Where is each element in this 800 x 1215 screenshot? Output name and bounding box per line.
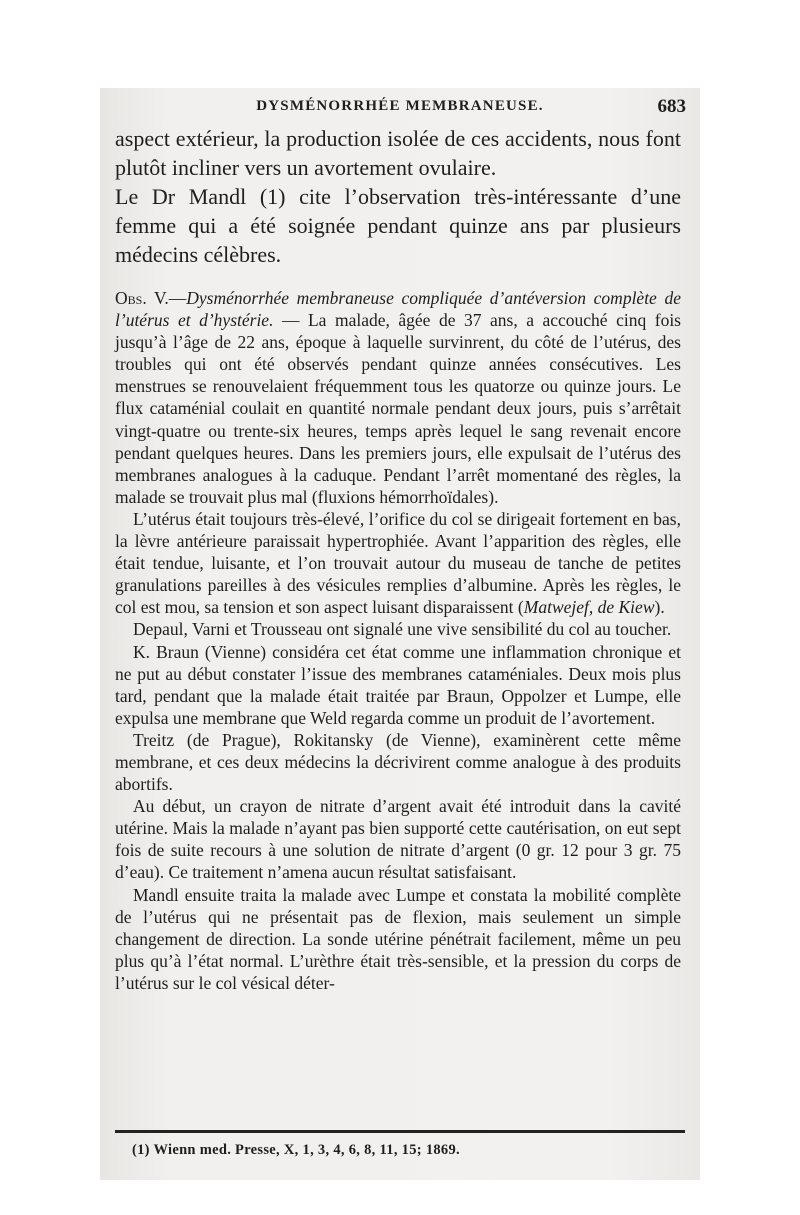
page-body bbox=[115, 124, 681, 994]
paragraph-depaul: Depaul, Varni et Trousseau ont signalé une vive sensibilité du col au toucher. bbox=[133, 619, 672, 640]
citation-matwejef: Matwejef, de Kiew bbox=[523, 597, 655, 618]
paragraph-braun: K. Braun (Vienne) considéra cet état comme une inflammation chronique et ne put au début constater l’issue des membranes cataméniales. Deux mois plus tard, pendant que la malade était traitée par Braun, Oppolzer et Lumpe, elle expulsa une membrane que Weld regarda comme un produit de l’avortement. bbox=[115, 641, 681, 728]
footnote: (1) Wienn med. Presse, X, 1, 3, 4, 6, 8, 11, 15; 1869. bbox=[132, 1142, 460, 1158]
paragraph-treitz: Treitz (de Prague), Rokitansky (de Vienne), examinèrent cette même membrane, et ces deux médecins la décrivirent comme analogue à des produits abortifs. bbox=[115, 729, 681, 795]
paragraph-uterus bbox=[115, 508, 681, 618]
running-title: DYSMÉNORRHÉE MEMBRANEUSE. bbox=[256, 98, 544, 114]
footnote-rule bbox=[115, 1130, 685, 1133]
observation-dash: — bbox=[168, 288, 187, 308]
paragraph-uterus-end: ). bbox=[654, 597, 665, 618]
paragraph-nitrate: Au début, un crayon de nitrate d’argent avait été introduit dans la cavité utérine. Mais la malade n’ayant pas bien supporté cette cautérisation, on eut sept fois de suite recours à une solution de nitrate d’argent (0 gr. 12 pour 3 gr. 75 d’eau). Ce traitement n’amena aucun résultat satisfaisant. bbox=[115, 796, 681, 883]
paragraph-mandl-lumpe: Mandl ensuite traita la malade avec Lumpe et constata la mobilité complète de l’utérus qui ne présentait pas de flexion, mais seulement un simple changement de direction. La sonde utérine pénétrait facilement, même un peu plus qu’à l’état normal. L’urèthre était très-sensible, et la pression du corps de l’utérus sur le col vésical déter- bbox=[115, 884, 681, 993]
page-header bbox=[100, 96, 700, 120]
book-page bbox=[100, 88, 700, 1180]
observation-paragraph bbox=[115, 287, 681, 508]
observation-section bbox=[115, 287, 681, 994]
paragraph-uterus-text: L’utérus était toujours très-élevé, l’orifice du col se dirigeait fortement en bas, la lèvre antérieure paraissait hypertrophiée. Avant l’apparition des règles, elle était tendue, luisante, et l’on trouvait autour du museau de tanche de petites granulations pareilles à des vésicules remplies d’albumine. Après les règles, le col est mou, sa tension et son aspect luisant disparaissent ( bbox=[115, 508, 681, 618]
observation-body: — La malade, âgée de 37 ans, a accouché cinq fois jusqu’à l’âge de 22 ans, époque à laquelle survinrent, du côté de l’utérus, des troubles qui ont été observés pendant quinze années consécutives. Les menstrues se renouvelaient fréquemment tous les quatorze ou quinze jours. Le flux cataménial coulait en quantité normale pendant deux jours, puis s’arrêtait vingt-quatre ou trente-six heures, temps après lequel le sang revenait encore pendant quelques heures. Dans les premiers jours, elle expulsait de l’utérus des membranes analogues à la caduque. Pendant l’arrêt momentané des règles, la malade se trouvait plus mal (fluxions hémorrhoïdales). bbox=[115, 310, 681, 507]
observation-label: Obs. V. bbox=[115, 288, 169, 308]
observation-title: Dysménorrhée membraneuse compliquée d’antéversion complète de l’utérus et d’hystérie. bbox=[115, 288, 681, 331]
page-number: 683 bbox=[657, 96, 686, 117]
lead-paragraphs bbox=[115, 124, 681, 269]
paragraph-intro: aspect extérieur, la production isolée de ces accidents, nous font plutôt incliner vers un avortement ovulaire. bbox=[115, 126, 681, 180]
paragraph-mandl: Le Dr Mandl (1) cite l’observation très-intéressante d’une femme qui a été soignée pendant quinze ans par plusieurs médecins célèbres. bbox=[115, 184, 681, 267]
